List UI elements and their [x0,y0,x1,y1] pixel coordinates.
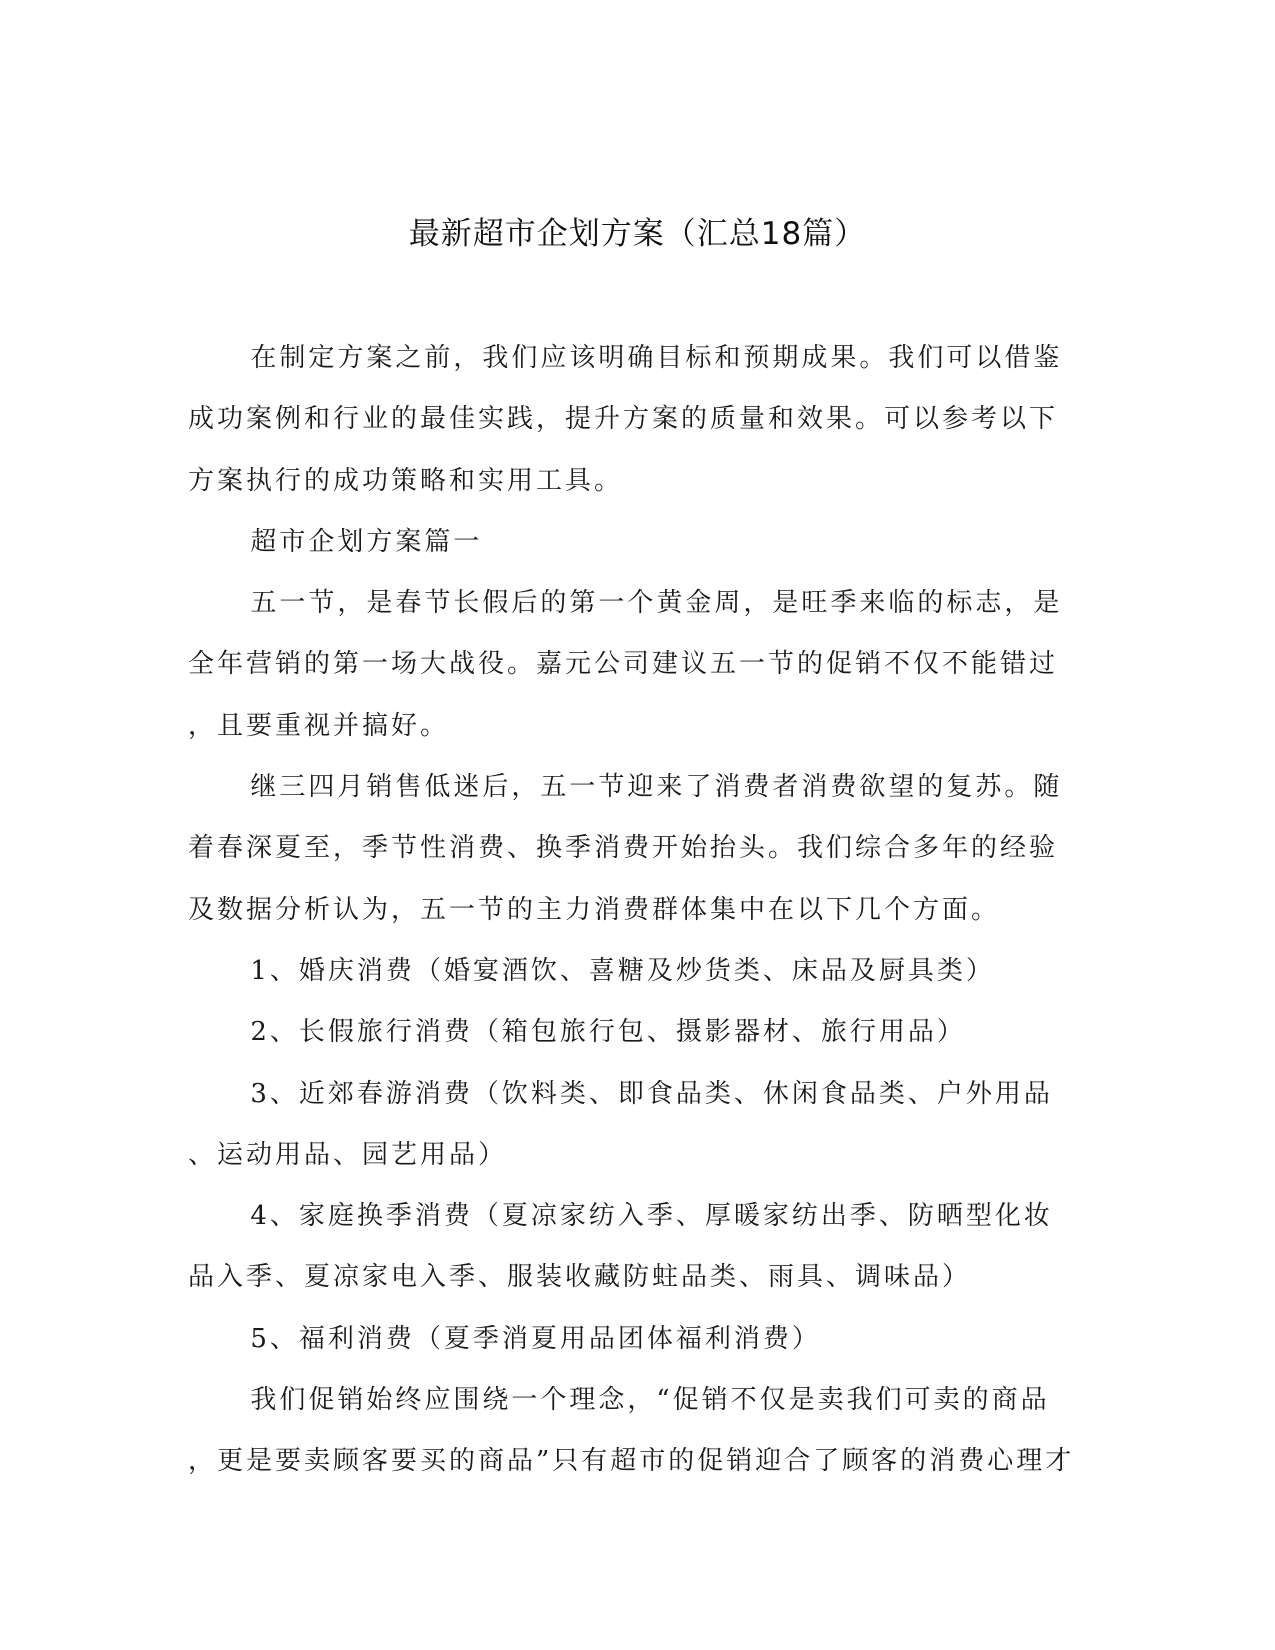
text-line: 在制定方案之前，我们应该明确目标和预期成果。我们可以借鉴 [250,343,1063,373]
text-line: 方案执行的成功策略和实用工具。 [188,465,624,496]
text-line: 3、近郊春游消费（饮料类、即食品类、休闲食品类、户外用品 [250,1078,1053,1109]
paragraph [188,757,1070,941]
text-line: 五一节，是春节长假后的第一个黄金周，是旺季来临的标志，是 [250,588,1063,619]
text-line: 全年营销的第一场大战役。嘉元公司建议五一节的促销不仅不能错过 [188,649,1059,680]
section-heading [188,512,1070,573]
text-line: ，更是要卖顾客要买的商品”只有超市的促销迎合了顾客的消费心理才 [188,1446,1075,1477]
list-item [188,941,1070,1002]
paragraph [188,1370,1075,1493]
list-item [188,1064,1070,1187]
text-line: 品入季、夏凉家电入季、服装收藏防蛀品类、雨具、调味品） [188,1262,972,1293]
text-line: 我们促销始终应围绕一个理念，“促销不仅是卖我们可卖的商品 [250,1385,1050,1416]
text-line: 着春深夏至，季节性消费、换季消费开始抬头。我们综合多年的经验 [188,833,1059,864]
text-line: 及数据分析认为，五一节的主力消费群体集中在以下几个方面。 [188,894,1001,925]
text-line: 2、长假旅行消费（箱包旅行包、摄影器材、旅行用品） [250,1017,966,1048]
text-line: 4、家庭换季消费（夏凉家纺入季、厚暖家纺出季、防晒型化妆 [250,1201,1053,1232]
text-line: ，且要重视并搞好。 [188,710,450,741]
text-line: 、运动用品、园艺用品） [188,1139,508,1170]
list-item [188,1186,1070,1309]
paragraph [188,573,1070,757]
text-line: 5、福利消费（夏季消夏用品团体福利消费） [250,1323,821,1354]
text-line: 超市企划方案篇一 [250,526,483,557]
text-line: 成功案例和行业的最佳实践，提升方案的质量和效果。可以参考以下 [188,404,1059,435]
paragraph-intro [188,328,1070,512]
text-line: 继三四月销售低迷后，五一节迎来了消费者消费欲望的复苏。随 [250,772,1063,803]
list-item [188,1002,1070,1063]
document-body [188,328,1075,1493]
document-title: 最新超市企划方案（汇总18篇） [408,216,867,252]
list-item [188,1309,1070,1370]
text-line: 1、婚庆消费（婚宴酒饮、喜糖及炒货类、床品及厨具类） [250,955,995,986]
